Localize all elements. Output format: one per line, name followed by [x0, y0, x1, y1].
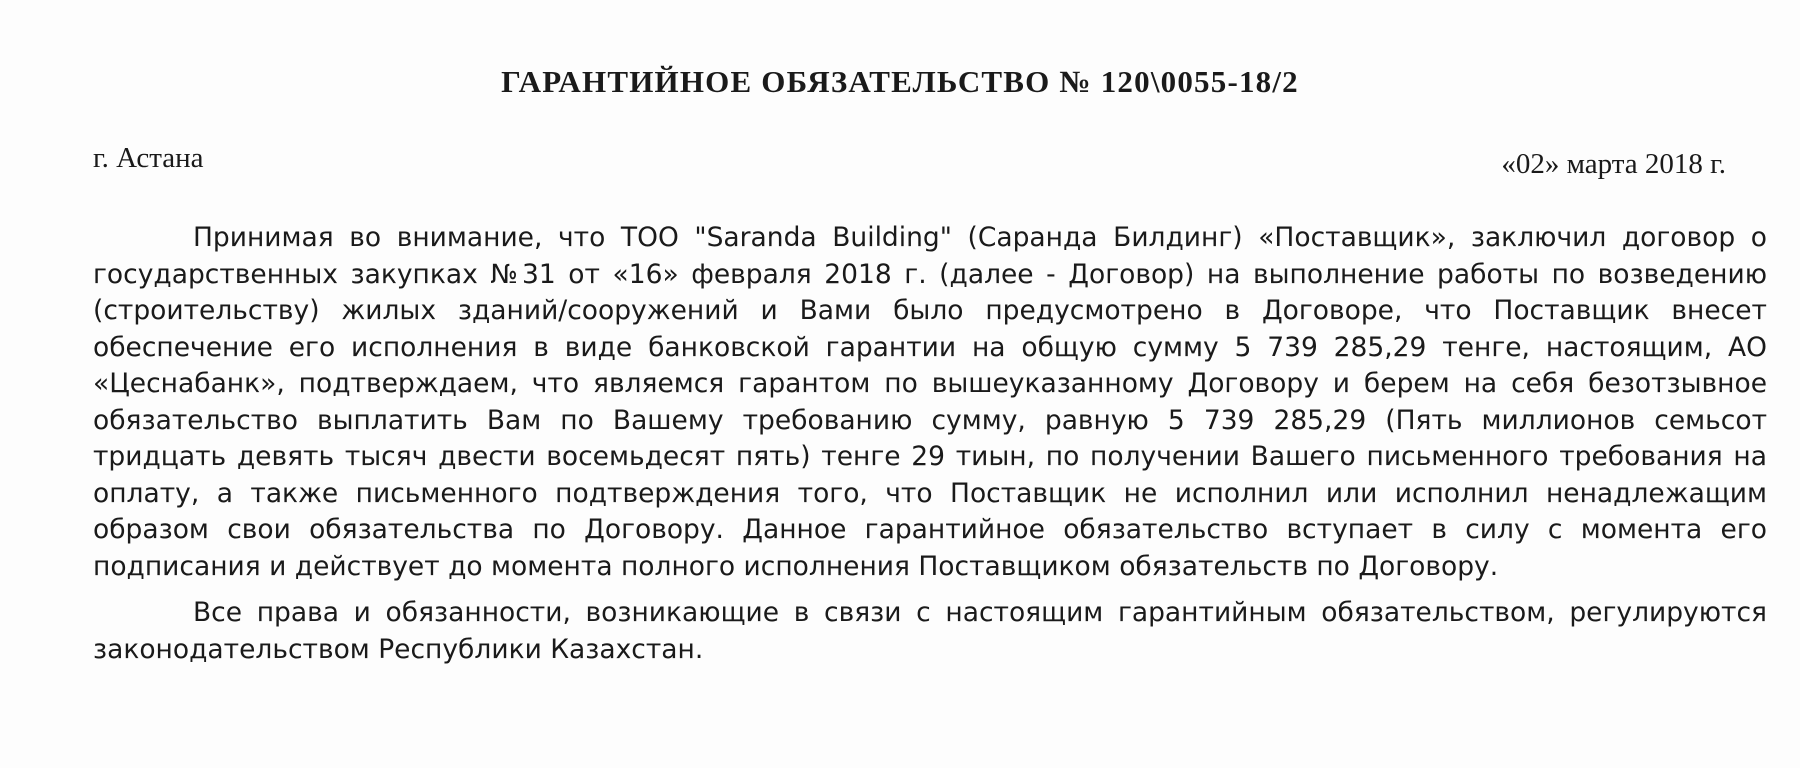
document-title: ГАРАНТИЙНОЕ ОБЯЗАТЕЛЬСТВО № 120\0055-18/2 [501, 64, 1299, 99]
document-city: г. Астана [93, 142, 204, 174]
body-paragraph-jurisdiction: Все права и обязанности, возникающие в связи с настоящим гарантийным обязательством, регулируются законодательством Республики Казахстан. [93, 597, 1767, 665]
document-date: «02» марта 2018 г. [1501, 148, 1726, 180]
document-body [93, 220, 1767, 668]
body-paragraph-guarantee: Принимая во внимание, что ТОО "Saranda Building" (Саранда Билдинг) «Поставщик», заключил договор о государственных закупках №31 от «16» февраля 2018 г. (далее - Договор) на выполнение работы по возведению (строительству) жилых зданий/сооружений и Вами было предусмотрено в Договоре, что Поставщик внесет обеспечение его исполнения в виде банковской гарантии на общую сумму 5 739 285,29 тенге, настоящим, АО «Цеснабанк», подтверждаем, что являемся гарантом по вышеуказанному Договору и берем на себя безотзывное обязательство выплатить Вам по Вашему требованию сумму, равную 5 739 285,29 (Пять миллионов семьсот тридцать девять тысяч двести восемьдесят пять) тенге 29 тиын, по получении Вашего письменного требования на оплату, а также письменного подтверждения того, что Поставщик не исполнил или исполнил ненадлежащим образом свои обязательства по Договору. Данное гарантийное обязательство вступает в силу с момента его подписания и действует до момента полного исполнения Поставщиком обязательств по Договору. [93, 222, 1767, 582]
